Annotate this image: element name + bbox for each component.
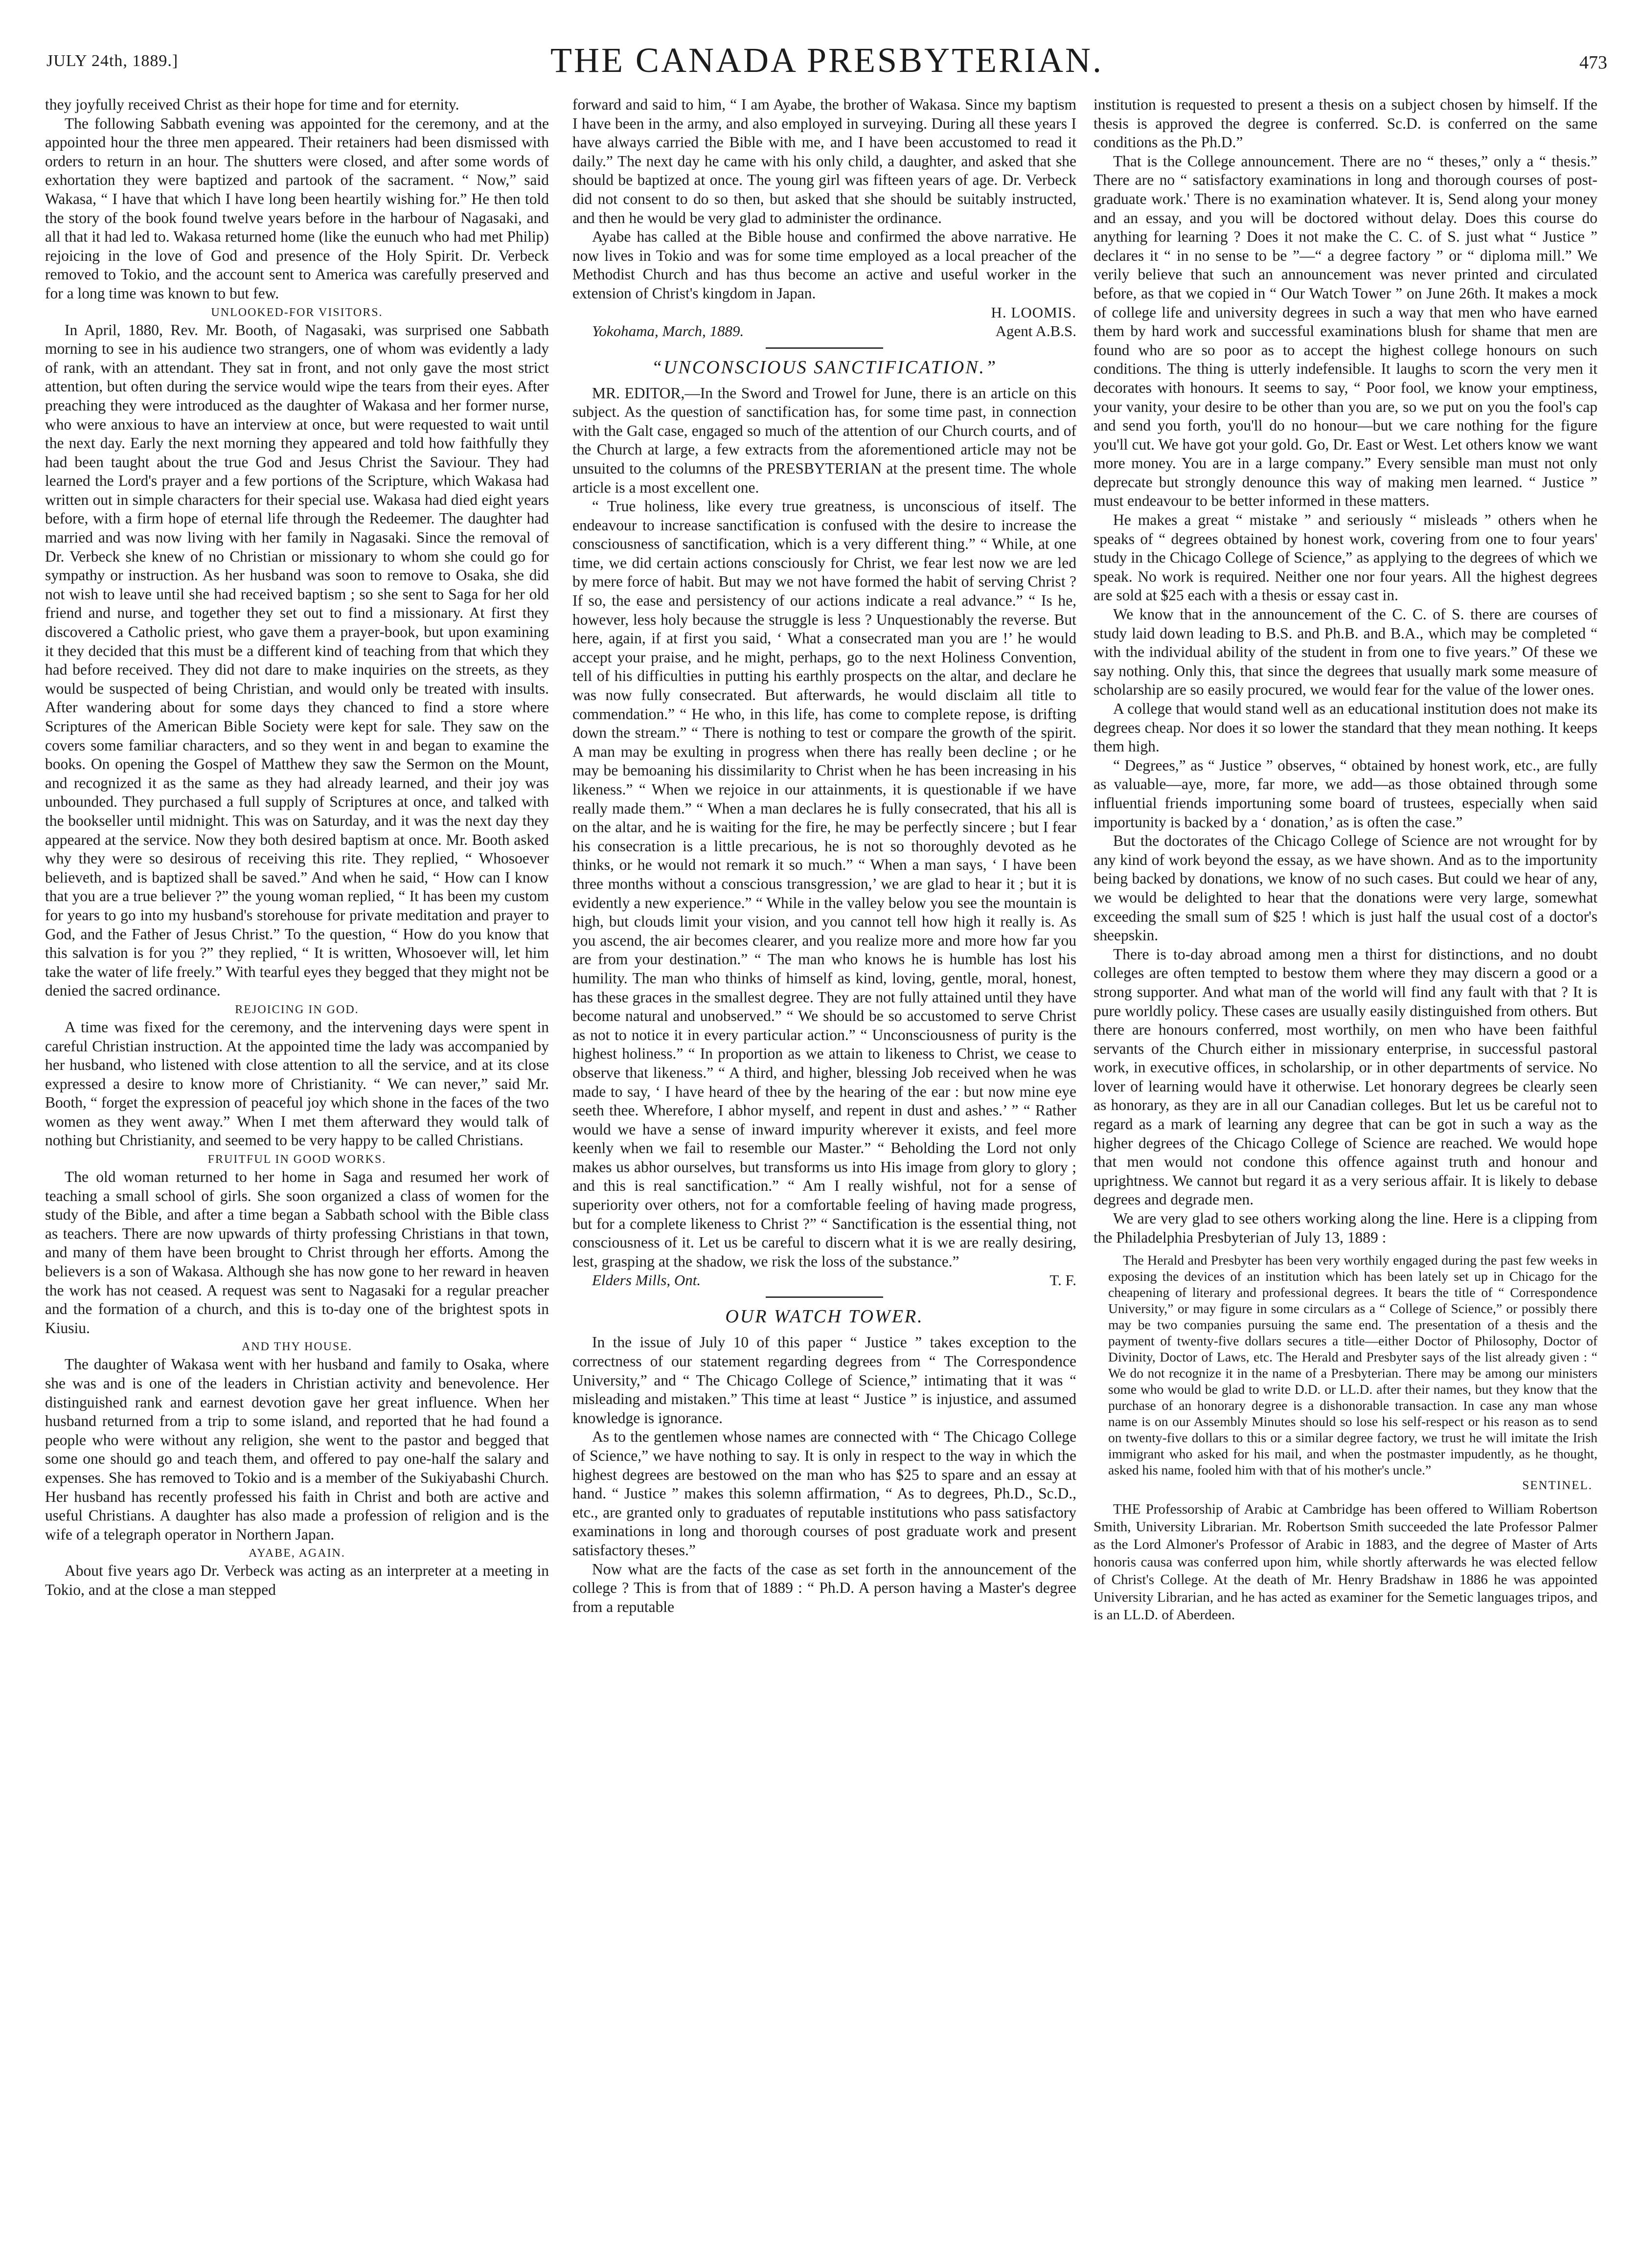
- clipping-text: The Herald and Presbyter has been very worthily engaged during the past few weeks in exposing the devices of an institution which has been lately set up in Chicago for the cheapening of literary and professional degrees. It bears the title of “ Correspondence University,” or may figure in some circulars as a “ College of Science,” or possibly there may be two companies pursuing the same end. The presentation of a thesis and the payment of twenty-five dollars secures a title—either Doctor of Philosophy, Doctor of Divinity, Doctor of Laws, etc. The Herald and Presbyter says of the list already given : “ We do not recognize it in the name of a Presbyterian. There may be among our ministers some who would be glad to write D.D. or LL.D. after their names, but they know that the purchase of an honorary degree is a dishonorable transaction. In case any man whose name is on our Assembly Minutes should so lose his self-respect or his reason as to send on twenty-five dollars to this or a similar degree factory, we trust he will imitate the Irish immigrant who asked for his mail, and when the postmaster impudently, as he thought, asked his name, fooled him with that of his mother's uncle.”: [1108, 1252, 1597, 1478]
- author-role: Agent A.B.S.: [995, 322, 1076, 340]
- paragraph: THE Professorship of Arabic at Cambridge has been offered to William Robertson Smith, University Librarian. Mr. Robertson Smith succeeded the late Professor Palmer as the Lord Almoner's Professor of Arabic in 1883, and the degree of Master of Arts honoris causa was conferred upon him, while shortly afterwards he was elected fellow of Christ's College. At the death of Mr. Henry Bradshaw in 1886 he was appointed University Librarian, and he has acted as examiner for the Semetic languages tripos, and is an LL.D. of Aberdeen.: [1094, 1501, 1597, 1623]
- paragraph: We are very glad to see others working along the line. Here is a clipping from the Philadelphia Presbyterian of July 13, 1889 :: [1094, 1210, 1597, 1246]
- article-title: OUR WATCH TOWER.: [725, 1306, 924, 1327]
- column-1: [45, 95, 549, 2253]
- paragraph: forward and said to him, “ I am Ayabe, the brother of Wakasa. Since my baptism I have been in the army, and also employed in surveying. During all these years I have always carried the Bible with me, and I have been accustomed to read it daily.” The next day he came with his only child, a daughter, and asked that she should be baptized at once. The young girl was fifteen years of age. Dr. Verbeck did not consent to do so then, but asked that she should be suitably instructed, and then he would be very glad to administer the ordinance.: [572, 96, 1076, 227]
- section-heading: REJOICING IN GOD.: [235, 1003, 359, 1016]
- paragraph: Now what are the facts of the case as set forth in the announcement of the college ? This is from that of 1889 : “ Ph.D. A person having a Master's degree from a reputable: [572, 1560, 1076, 1615]
- quoted-clipping: [1094, 1252, 1597, 1494]
- paragraph: The following Sabbath evening was appointed for the ceremony, and at the appointed hour the three men appeared. Their retainers had been dismissed with orders to return in an hour. The shutters were closed, and after some words of exhortation they were baptized and partook of the sacrament. “ Now,” said Wakasa, “ I have that which I have long been heartily wishing for.” He then told the story of the book found twelve years before in the harbour of Nagasaki, and all that it had led to. Wakasa returned home (like the eunuch who had met Philip) rejoicing in the love of God and presence of the Holy Spirit. Dr. Verbeck removed to Tokio, and the account sent to America was carefully preserved and for a long time was known to but few.: [45, 114, 549, 302]
- article-title: “UNCONSCIOUS SANCTIFICATION.”: [651, 357, 998, 378]
- paragraph: About five years ago Dr. Verbeck was acting as an interpreter at a meeting in Tokio, and at the close a man stepped: [45, 1562, 549, 1598]
- paragraph: institution is requested to present a thesis on a subject chosen by himself. If the thesis is approved the degree is conferred. Sc.D. is conferred on the same conditions as the Ph.D.”: [1094, 96, 1597, 151]
- signature-line: [572, 303, 1076, 322]
- dateline: Elders Mills, Ont.: [592, 1271, 701, 1289]
- author-signature: H. LOOMIS.: [991, 303, 1076, 321]
- author-signature: T. F.: [1049, 1271, 1076, 1289]
- clipping-signature: SENTINEL.: [1522, 1479, 1593, 1493]
- section-heading: FRUITFUL IN GOOD WORKS.: [207, 1153, 387, 1166]
- paragraph: “ Degrees,” as “ Justice ” observes, “ obtained by honest work, etc., are fully as valuable—aye, more, far more, we add—as those obtained through some influential friends importuning some board of trustees, especially when said importunity is backed by a ‘ donation,’ as is often the case.”: [1094, 756, 1597, 831]
- paragraph: The daughter of Wakasa went with her husband and family to Osaka, where she was and is one of the leaders in Christian activity and benevolence. Her distinguished rank and earnest devotion gave her great influence. When her husband returned from a trip to some island, and reported that he had found a people who were without any religion, she went to the pastor and begged that some one should go and teach them, and offered to pay one-half the salary and expenses. She has removed to Tokio and is a member of the Sukiyabashi Church. Her husband has recently professed his faith in Christ and both are active and useful Christians. A daughter has also made a profession of religion and is the wife of a telegraph operator in Northern Japan.: [45, 1356, 549, 1543]
- column-3: [1094, 95, 1597, 2253]
- paragraph: Ayabe has called at the Bible house and confirmed the above narrative. He now lives in Tokio and was for some time employed as a local preacher of the Methodist Church and has thus become an active and useful worker in the extension of Christ's kingdom in Japan.: [572, 228, 1076, 302]
- section-heading: AYABE, AGAIN.: [249, 1547, 345, 1560]
- paragraph: A college that would stand well as an educational institution does not make its degrees cheap. Nor does it so lower the standard that they mean nothing. It keeps them high.: [1094, 700, 1597, 755]
- signature-line: [572, 1271, 1076, 1290]
- page-number: 473: [1579, 52, 1607, 73]
- paragraph: We know that in the announcement of the C. C. of S. there are courses of study laid down leading to B.S. and Ph.B. and B.A., which may be completed “ with the individual ability of the student in from one to five years.” Of these we say nothing. Only this, that since the degrees that usually mark some measure of scholarship are so easily procured, we would fear for the value of the lower ones.: [1094, 606, 1597, 699]
- paragraph: they joyfully received Christ as their hope for time and for eternity.: [45, 96, 459, 113]
- news-note: [1094, 1500, 1597, 1624]
- paragraph: The old woman returned to her home in Saga and resumed her work of teaching a small school of girls. She soon organized a class of women for the study of the Bible, and after a time began a Sabbath school with the Bible class as teachers. There are now upwards of thirty professing Christians in that town, and many of them have been brought to Christ through her efforts. Among the believers is a son of Wakasa. Although she has now gone to her reward in heaven the work has not ceased. A request was sent to Nagasaki for a regular preacher and the formation of a church, and this is to-day one of the brightest spots in Kiusiu.: [45, 1168, 549, 1337]
- issue-date: JULY 24th, 1889.]: [46, 52, 179, 70]
- paragraph: There is to-day abroad among men a thirst for distinctions, and no doubt colleges are often tempted to bestow them where they may discern a good or a strong supporter. And what man of the world will find any fault with that ? It is pure worldly policy. These cases are usually easily distinguished from others. But there are honours conferred, most worthily, on men who have been faithful servants of the Church either in missionary enterprise, in successful pastoral work, in executive offices, in scholarship, or in other departments of service. No lover of learning would have it otherwise. Let honorary degrees be clearly seen as honorary, as they are in all our Canadian colleges. But let us be careful not to regard as a mark of learning any degree that can be got in such a way as the higher degrees of the Chicago College of Science are reached. We would hope that men would not condone this offence against truth and honour and uprightness. We cannot but regard it as a very serious affair. It is likely to debase degrees and degrade men.: [1094, 945, 1597, 1208]
- masthead: [27, 39, 1627, 86]
- dateline: Yokohama, March, 1889.: [592, 322, 744, 340]
- paragraph: “ True holiness, like every true greatness, is unconscious of itself. The endeavour to increase sanctification is confused with the desire to increase the consciousness of sanctification, which is a very different thing.” “ While, at one time, we did certain actions consciously for Christ, we fear lest now we are led by mere force of habit. But may we not have formed the habit of serving Christ ? If so, the ease and persistency of our actions indicate a real advance.” “ Is he, however, less holy because the struggle is less ? Unquestionably the reverse. But here, again, if at first you said, ‘ What a consecrated man you are !’ he would accept your praise, and he might, perhaps, go to the next Holiness Convention, tell of his difficulties in putting his earthly prospects on the altar, and declare he was now fully consecrated. But afterwards, he would disclaim all title to commendation.” “ He who, in this life, has come to complete repose, is drifting down the stream.” “ There is nothing to test or compare the growth of the spirit. A man may be exulting in progress when there has really been decline ; or he may be bemoaning his dissimilarity to Christ when he has been increasing in his likeness.” “ When we rejoice in our attainments, it is questionable if we have really made them.” “ When a man declares he is fully consecrated, that his all is on the altar, and he is waiting for the fire, he may be perfectly sincere ; but I fear his consecration is a little precarious, he is not so thoroughly devoted as he thinks, or he would not remark it so much.” “ When a man says, ‘ I have been three months without a conscious transgression,’ we are glad to hear it ; but it is evidently a new experience.” “ While in the valley below you see the mountain is high, but clouds limit your vision, and you cannot tell how high it really is. As you ascend, the air becomes clearer, and you realize more and more how far you are from your destination.” “ The man who knows he is humble has lost his humility. The man who thinks of himself as kind, loving, gentle, moral, honest, has these graces in the smallest degree. They are not fully attained until they have become natural and unobserved.” “ We should be so accustomed to serve Christ as not to notice it in every particular action.” “ Unconsciousness of purity is the highest holiness.” “ In proportion as we attain to likeness to Christ, we cease to observe that likeness.” “ A third, and higher, blessing Job received when he was made to say, ‘ I have heard of thee by the hearing of the ear : but now mine eye seeth thee. Wherefore, I abhor myself, and repent in dust and ashes.’ ” “ Rather would we have a sense of inward impurity wherever it exists, and feel more keenly when we fail to resemble our Master.” “ Beholding the Lord not only makes us abhor ourselves, but transforms us into His image from glory to glory ; and this is real sanctification.” “ Am I really wishful, not for a sense of superiority over others, not for a comfortable feeling of having made progress, but for a complete likeness to Christ ?” “ Sanctification is the essential thing, not consciousness of it. Let us be careful to discern what it is we are really desiring, lest, grasping at the shadow, we risk the loss of the substance.”: [572, 498, 1076, 1270]
- column-2: [572, 95, 1076, 2253]
- newspaper-title: THE CANADA PRESBYTERIAN.: [550, 41, 1104, 80]
- paragraph: He makes a great “ mistake ” and seriously “ misleads ” others when he speaks of “ degrees obtained by honest work, covering from one to four years' study in the Chicago College of Science,” as applying to the degrees of which we speak. No work is required. Neither one nor four years. All the highest degrees are sold at $25 each with a thesis or essay cast in.: [1094, 511, 1597, 604]
- paragraph: In April, 1880, Rev. Mr. Booth, of Nagasaki, was surprised one Sabbath morning to see in his audience two strangers, one of whom was evidently a lady of rank, with an attendant. They sat in front, and not only gave the most strict attention, but often during the service would wipe the tears from their eyes. After preaching they were introduced as the daughter of Wakasa and her former nurse, who were anxious to have an interview at once, but were requested to wait until the next day. Early the next morning they appeared and told how faithfully they had been taught about the true God and Jesus Christ the Saviour. They had learned the Lord's prayer and a few portions of the Scripture, which Wakasa had written out in simple characters for their special use. Wakasa had died eight years before, with a firm hope of eternal life through the Redeemer. The daughter had married and was now living with her family in Nagasaki. Since the removal of Dr. Verbeck she knew of no Christian or missionary to whom she could go for sympathy or instruction. As her husband was soon to remove to Osaka, she did not wish to leave until she had received baptism ; so she sent to Saga for her old friend and nurse, and together they set out to find a missionary. At first they discovered a Catholic priest, who gave them a prayer-book, but upon examining it they decided that this must be a different kind of teaching from that which they had before received. They did not dare to make inquiries on the streets, as they would be suspected of being Christian, and would only be treated with insults. After wandering about for some days they chanced to find a store where Scriptures of the American Bible Society were kept for sale. They saw on the covers some familiar characters, and so they went in and began to examine the books. On opening the Gospel of Matthew they saw the Sermon on the Mount, and recognized it as the same as they had already learned, and their joy was unbounded. They purchased a full supply of Scriptures at once, and talked with the bookseller until midnight. This was on Saturday, and it was the next day they appeared at the service. Now they both desired baptism at once. Mr. Booth asked why they were so desirous of receiving this rite. They replied, “ Whosoever believeth, and is baptized shall be saved.” And when he said, “ How can I know that you are a true believer ?” the young woman replied, “ It has been my custom for years to go into my husband's storehouse for private meditation and prayer to God, and the Father of Jesus Christ.” To the question, “ How do you know that this salvation is for you ?” they replied, “ It is written, Whosoever will, let him take the water of life freely.” With tearful eyes they begged that they might not be denied the sacred ordinance.: [45, 321, 549, 999]
- paragraph: A time was fixed for the ceremony, and the intervening days were spent in careful Christian instruction. At the appointed time the lady was accompanied by her husband, who listened with close attention to all the service, and at its close expressed a desire to know more of Christianity. “ We can never,” said Mr. Booth, “ forget the expression of peaceful joy which shone in the faces of the two women as they went away.” When I met them afterward they would talk of nothing but Christianity, and seemed to be very happy to be called Christians.: [45, 1018, 549, 1149]
- paragraph: That is the College announcement. There are no “ theses,” only a “ thesis.” There are no “ satisfactory examinations in long and thorough courses of post-graduate work.' There is no examination whatever. It is, Send along your money and an essay, and you will be doctored without delay. Does this course do anything for learning ? Does it not make the C. C. of S. just what “ Justice ” declares it “ in no sense to be ”—“ a degree factory ” or “ diploma mill.” We verily believe that such an announcement was never printed and circulated before, as that we copied in “ Our Watch Tower ” on June 26th. It makes a mock of college life and university degrees in such a way that men who have earned them by hard work and successful examinations blush for shame that men are found who are so poor as to accept the highest college honours on such conditions. The thing is utterly indefensible. It laughs to scorn the very men it decorates with honours. It seems to say, “ Poor fool, we know your emptiness, your vanity, your desire to be other than you are, so we put on you the fool's cap and send you forth, you'll do no honour—but we care nothing for the figure you'll cut. We have got your gold. Go, Dr. East or West. Let others know we want more money. You are in a large company.” Every sensible man must not only deprecate but strongly denounce this way of making men learned. “ Justice ” must endeavour to be better informed in these matters.: [1094, 152, 1597, 510]
- section-heading: AND THY HOUSE.: [242, 1340, 352, 1354]
- divider: [766, 1296, 883, 1298]
- section-heading: UNLOOKED-FOR VISITORS.: [211, 306, 383, 319]
- divider: [766, 347, 883, 349]
- signature-line: [572, 322, 1076, 340]
- paragraph: But the doctorates of the Chicago College of Science are not wrought for by any kind of work beyond the essay, as we have shown. And as to the importunity being backed by donations, we know of no such cases. But could we hear of any, we would be delighted to hear that the donations were very large, somewhat exceeding the small sum of $25 ! which is just half the usual cost of a doctor's sheepskin.: [1094, 832, 1597, 944]
- paragraph: MR. EDITOR,—In the Sword and Trowel for June, there is an article on this subject. As the question of sanctification has, for some time past, in connection with the Galt case, engaged so much of the attention of our Church courts, and of the Church at large, a few extracts from the aforementioned article may not be unsuited to the columns of the PRESBYTERIAN at the present time. The whole article is a most excellent one.: [572, 384, 1076, 496]
- paragraph: As to the gentlemen whose names are connected with “ The Chicago College of Science,” we have nothing to say. It is only in respect to the way in which the highest degrees are bestowed on the man who has $25 to spare and an essay at hand. “ Justice ” makes this solemn affirmation, “ As to degrees, Ph.D., Sc.D., etc., are granted only to graduates of reputable institutions who pass satisfactory examinations in long and thorough courses of post graduate work and present satisfactory theses.”: [572, 1428, 1076, 1559]
- paragraph: In the issue of July 10 of this paper “ Justice ” takes exception to the correctness of our statement regarding degrees from “ The Correspondence University,” and “ The Chicago College of Science,” intimating that it was “ misleading and mistaken.” This time at least “ Justice ” is injustice, and assumed knowledge is ignorance.: [572, 1334, 1076, 1427]
